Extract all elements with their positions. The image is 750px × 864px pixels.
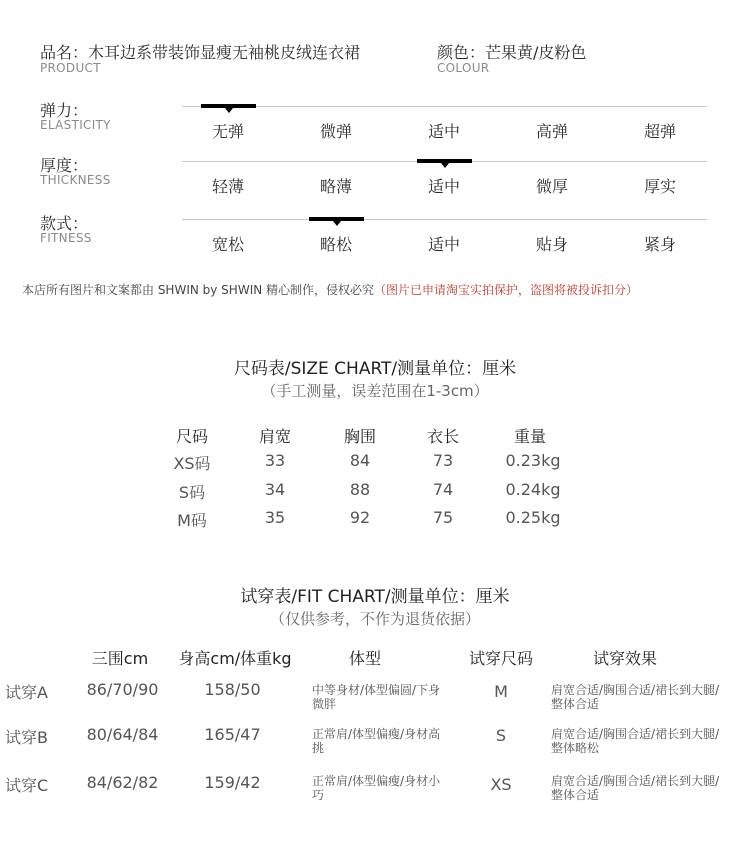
fit-cell-effect: 肩宽合适/胸围合适/裙长到大腿/整体合适 xyxy=(551,774,720,802)
fit-cell-body-type: 正常肩/体型偏瘦/身材小巧 xyxy=(312,774,441,802)
fit-cell-body-type: 正常肩/体型偏瘦/身材高挑 xyxy=(312,727,441,755)
fit-cell-size: S xyxy=(495,726,507,745)
fit-header: 试穿效果 xyxy=(592,649,657,668)
fit-cell-effect: 肩宽合适/胸围合适/裙长到大腿/整体略松 xyxy=(551,727,720,755)
scale-marker xyxy=(201,104,256,108)
scale-label: 弹力： xyxy=(40,101,89,120)
scale-option: 适中 xyxy=(427,177,460,196)
scale-option: 略薄 xyxy=(319,177,352,196)
copyright-main: 本店所有图片和文案都由 SHWIN by SHWIN 精心制作，侵权必究 xyxy=(22,283,375,297)
fit-cell-measurements: 80/64/84 xyxy=(86,725,159,744)
fit-cell-body-type: 中等身材/体型偏圆/下身微胖 xyxy=(312,683,441,711)
size-cell: 73 xyxy=(432,451,454,470)
size-cell: 33 xyxy=(264,451,286,470)
fit-cell-measurements: 86/70/90 xyxy=(86,680,159,699)
fit-cell-height-weight: 158/50 xyxy=(204,680,261,699)
scale-label-en: ELASTICITY xyxy=(40,118,111,132)
fit-header: 体型 xyxy=(348,649,381,668)
scale-option: 紧身 xyxy=(643,235,676,254)
scale-option: 适中 xyxy=(427,122,460,141)
fit-chart-subtitle: （仅供参考，不作为退货依据） xyxy=(269,610,480,628)
size-cell: 0.25kg xyxy=(505,508,561,527)
size-cell: 88 xyxy=(349,480,371,499)
scale-option: 无弹 xyxy=(211,122,244,141)
fit-cell-height-weight: 165/47 xyxy=(204,725,261,744)
fit-header: 身高cm/体重kg xyxy=(178,649,292,668)
size-cell: 74 xyxy=(432,480,454,499)
fit-header: 试穿尺码 xyxy=(468,649,533,668)
size-cell: S码 xyxy=(178,483,206,502)
scale-option: 适中 xyxy=(427,235,460,254)
fit-header: 三围cm xyxy=(91,649,149,668)
scale-option: 略松 xyxy=(319,235,352,254)
scale-label-en: FITNESS xyxy=(40,231,92,245)
fit-cell-name: 试穿C xyxy=(5,776,49,795)
fit-cell-height-weight: 159/42 xyxy=(204,773,261,792)
size-cell: M码 xyxy=(177,511,207,530)
size-header: 肩宽 xyxy=(258,427,291,446)
scale-option: 贴身 xyxy=(535,235,568,254)
scale-option: 轻薄 xyxy=(211,177,244,196)
copyright-notice xyxy=(22,281,638,298)
size-cell: 92 xyxy=(349,508,371,527)
size-chart-subtitle: （手工测量，误差范围在1-3cm） xyxy=(261,382,489,400)
size-cell: XS码 xyxy=(173,454,211,473)
product-name: 品名：木耳边系带装饰显瘦无袖桃皮绒连衣裙 xyxy=(40,43,361,62)
fit-cell-name: 试穿B xyxy=(5,728,48,747)
product-color-en: COLOUR xyxy=(437,61,490,75)
scale-label-en: THICKNESS xyxy=(40,173,111,187)
scale-option: 微厚 xyxy=(535,177,568,196)
scale-option: 宽松 xyxy=(211,235,244,254)
scale-label: 厚度： xyxy=(40,156,89,175)
copyright-warning: （图片已申请淘宝实拍保护，盗图将被投诉扣分） xyxy=(374,283,639,297)
fit-cell-size: M xyxy=(494,682,508,701)
fit-cell-measurements: 84/62/82 xyxy=(86,773,159,792)
scale-line xyxy=(182,106,707,107)
scale-option: 微弹 xyxy=(319,122,352,141)
scale-option: 厚实 xyxy=(643,177,676,196)
fit-cell-size: XS xyxy=(490,775,512,794)
fit-cell-name: 试穿A xyxy=(5,683,48,702)
product-color: 颜色：芒果黄/皮粉色 xyxy=(437,43,587,62)
size-header: 衣长 xyxy=(426,427,459,446)
size-cell: 0.23kg xyxy=(505,451,561,470)
size-cell: 34 xyxy=(264,480,286,499)
size-chart-title: 尺码表/SIZE CHART/测量单位：厘米 xyxy=(233,359,517,379)
scale-option: 超弹 xyxy=(643,122,676,141)
size-header: 胸围 xyxy=(343,427,376,446)
size-header: 尺码 xyxy=(175,427,208,446)
size-cell: 84 xyxy=(349,451,371,470)
scale-label: 款式： xyxy=(40,214,89,233)
product-name-en: PRODUCT xyxy=(40,61,101,75)
scale-marker xyxy=(417,159,472,163)
scale-option: 高弹 xyxy=(535,122,568,141)
size-cell: 35 xyxy=(264,508,286,527)
size-cell: 75 xyxy=(432,508,454,527)
fit-cell-effect: 肩宽合适/胸围合适/裙长到大腿/整体合适 xyxy=(551,683,720,711)
size-cell: 0.24kg xyxy=(505,480,561,499)
scale-line xyxy=(182,219,707,220)
fit-chart-title: 试穿表/FIT CHART/测量单位：厘米 xyxy=(240,587,510,607)
size-header: 重量 xyxy=(513,427,546,446)
scale-marker xyxy=(309,217,364,221)
